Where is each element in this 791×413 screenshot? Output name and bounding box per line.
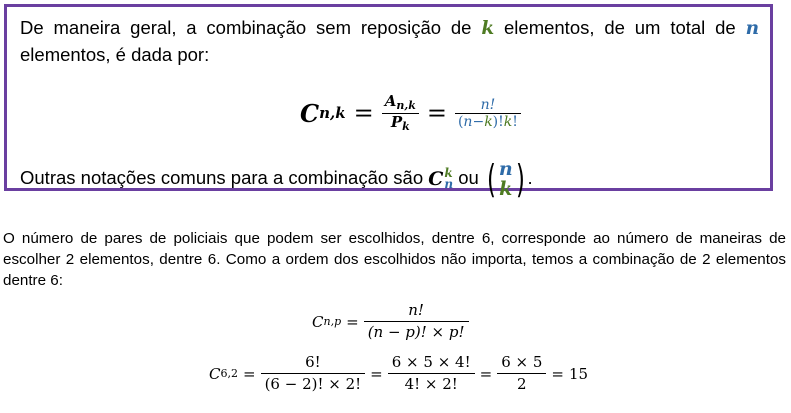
alt-text-end: . xyxy=(527,166,533,188)
equals-sign: = xyxy=(346,312,359,331)
fraction-numerator: 6 × 5 xyxy=(501,353,543,371)
binom-top: n xyxy=(498,158,513,180)
equals-sign: = xyxy=(426,99,447,128)
fraction-numerator: 6! xyxy=(305,353,321,371)
fraction-denominator xyxy=(388,114,413,134)
alt-text-part: Outras notações comuns para a combinação são xyxy=(20,166,429,188)
general-combination-formula xyxy=(312,300,469,343)
formula-c-subscript: n,p xyxy=(323,315,342,328)
alt-text-part: ou xyxy=(453,166,484,188)
k-symbol: k xyxy=(503,114,513,131)
result-value: 15 xyxy=(568,364,589,383)
fraction-denominator xyxy=(455,114,521,130)
fraction-step-1 xyxy=(261,352,366,395)
alt-sup-k: k xyxy=(444,166,453,180)
fraction-denominator: 4! × 2! xyxy=(404,375,458,393)
fraction-denominator: (6 − 2)! × 2! xyxy=(264,375,362,393)
alt-sup-sub xyxy=(444,168,453,190)
a-symbol: A xyxy=(384,92,397,110)
c-n-k-notation xyxy=(428,166,453,192)
p-symbol: P xyxy=(390,113,403,132)
variable-n: n xyxy=(745,18,760,39)
alternative-notations-text xyxy=(20,159,759,199)
equals-sign: = xyxy=(242,364,256,383)
explanation-paragraph: O número de pares de policiais que podem ser escolhidos, dentre 6, corresponde ao número de maneiras de escolher 2 elementos, dentre 6. Como a ordem dos escolhidos não importa, temos a combinação de 2 elementos dentre 6: xyxy=(3,230,786,289)
binomial-column xyxy=(499,159,513,199)
minus-sign: − xyxy=(472,114,485,131)
variable-k: k xyxy=(481,18,495,39)
a-subscript: n,k xyxy=(396,99,416,112)
factorial: ! xyxy=(512,114,518,131)
formula-c: C xyxy=(300,98,320,128)
fraction-denominator: (n − p)! × p! xyxy=(367,323,465,341)
binomial-notation xyxy=(484,159,527,199)
paren-factorial: )! xyxy=(492,114,504,131)
n-symbol: n xyxy=(463,114,473,131)
definition-box xyxy=(4,4,773,201)
definition-text xyxy=(20,15,759,68)
k-symbol: k xyxy=(484,114,493,131)
equals-sign: = xyxy=(479,364,493,383)
right-paren: ) xyxy=(515,157,525,201)
p-subscript: k xyxy=(402,120,410,134)
alt-sub-n: n xyxy=(444,177,454,191)
fraction-step-3 xyxy=(497,352,546,395)
fraction-numerator: 6 × 5 × 4! xyxy=(391,353,471,371)
paren: ( xyxy=(457,114,464,131)
general-fraction xyxy=(364,300,469,343)
fraction-step-2 xyxy=(388,352,475,395)
equals-sign: = xyxy=(370,364,383,383)
fraction-numerator: n! xyxy=(408,301,424,319)
left-paren: ( xyxy=(486,157,496,201)
equals-sign: = xyxy=(353,99,374,128)
fraction-denominator: 2 xyxy=(517,375,527,393)
combination-formula xyxy=(300,93,521,134)
fraction-numerator: n! xyxy=(480,96,496,113)
fraction-numerator xyxy=(382,93,419,113)
specific-combination-formula xyxy=(209,352,588,395)
formula-c: C xyxy=(209,364,221,383)
formula-c-subscript: 6,2 xyxy=(220,367,238,380)
definition-text-part: elementos, é dada por: xyxy=(20,44,210,65)
alt-c: C xyxy=(428,168,444,190)
factorial-fraction xyxy=(455,97,521,131)
definition-text-part: De maneira geral, a combinação sem reposição de xyxy=(20,17,482,38)
formula-c: C xyxy=(312,312,324,331)
arrangement-over-permutation-fraction xyxy=(382,93,419,134)
equals-sign: = xyxy=(551,364,564,383)
definition-text-part: elementos, de um total de xyxy=(494,17,746,38)
binom-bottom: k xyxy=(499,178,513,200)
formula-c-subscript: n,k xyxy=(319,104,346,123)
